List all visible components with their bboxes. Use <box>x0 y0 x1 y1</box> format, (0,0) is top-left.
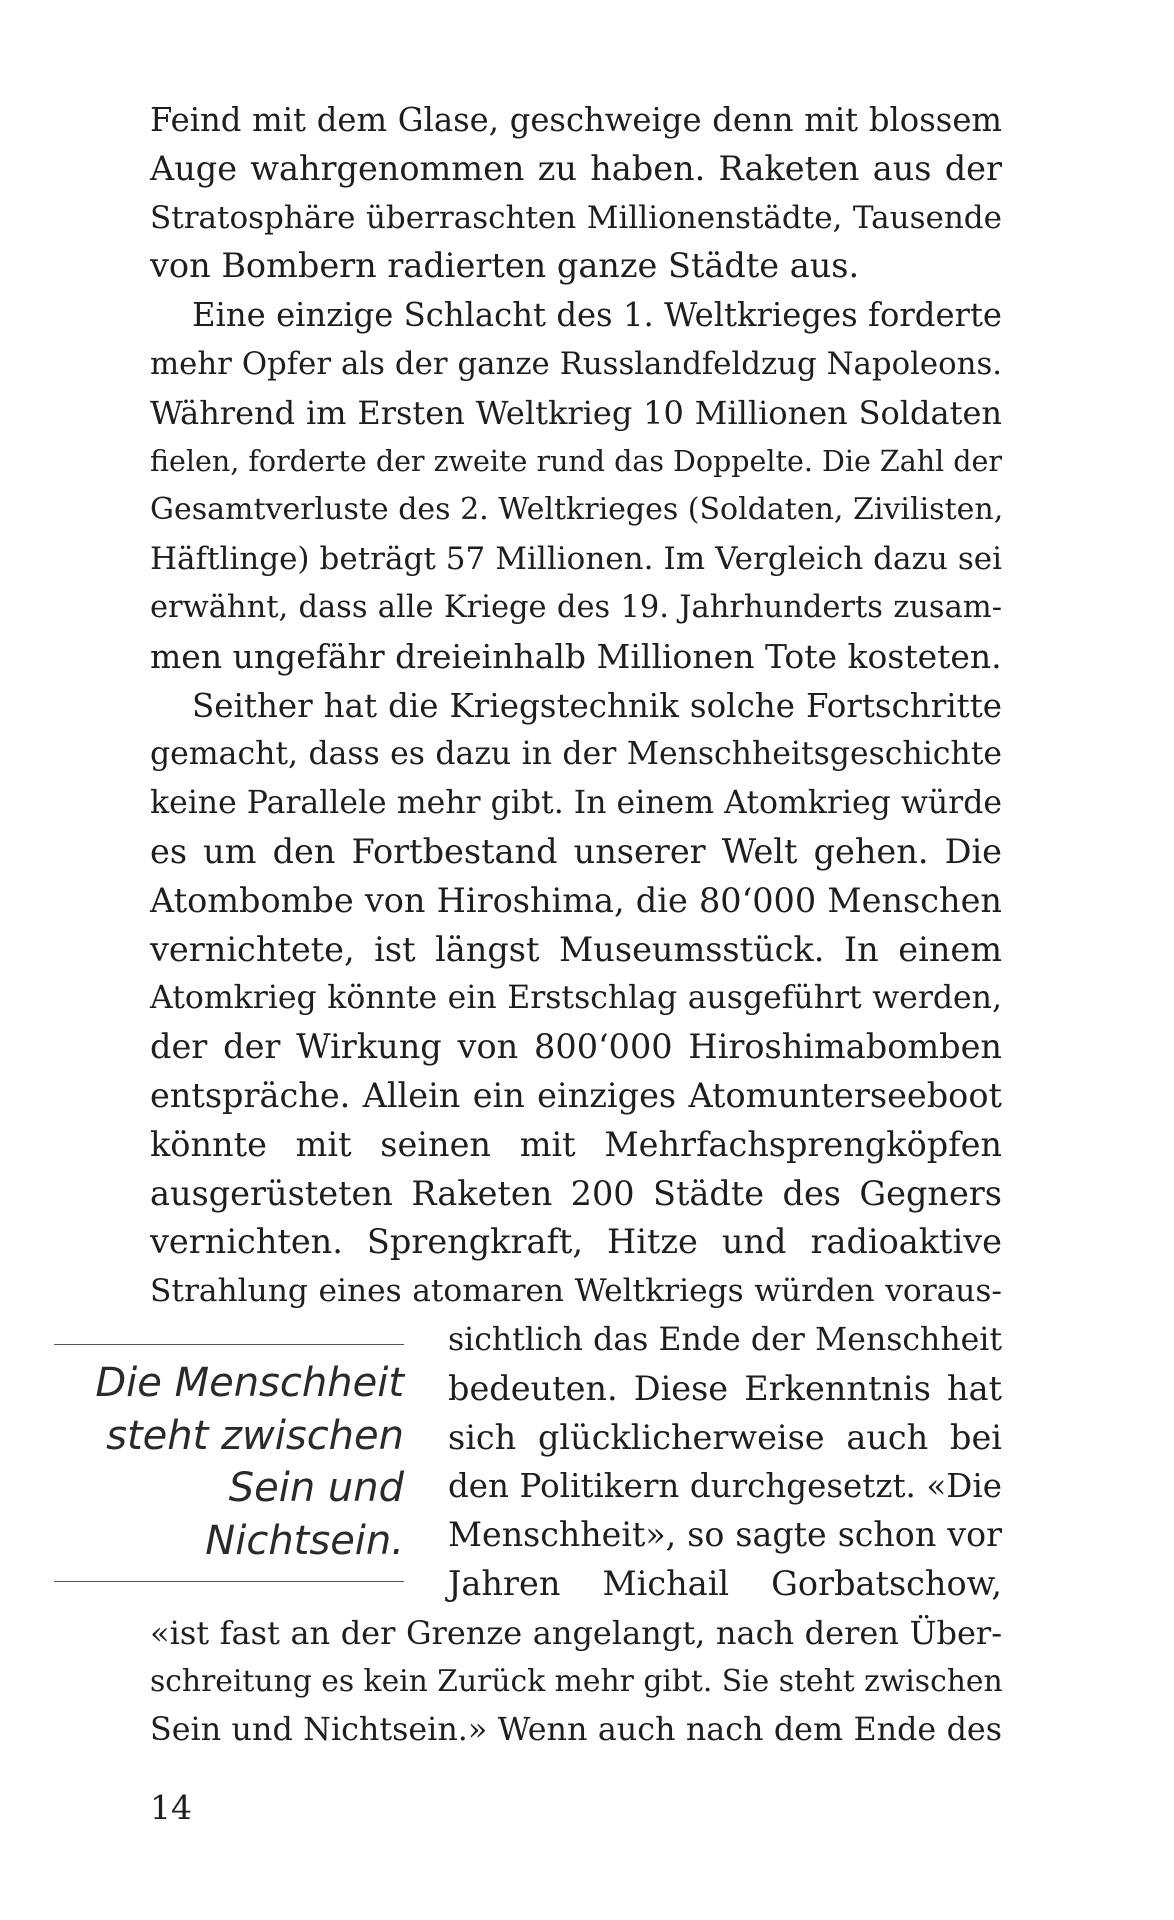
text-line: es um den Fortbestand unserer Welt gehen. Die <box>150 831 1002 871</box>
pull-quote-line: steht zwischen <box>106 1412 404 1459</box>
text-line: mehr Opfer als der ganze Russlandfeldzug Napoleons. <box>150 345 1002 382</box>
pull-quote-text <box>54 1345 404 1581</box>
text-line: Atombombe von Hiroshima, die 80‘000 Menschen <box>150 880 1002 920</box>
pull-quote-line: Die Menschheit <box>95 1360 404 1406</box>
text-line: entspräche. Allein ein einziges Atomunterseeboot <box>150 1075 1002 1115</box>
text-line: der der Wirkung von 800‘000 Hiroshimabomben <box>150 1027 1002 1067</box>
text-line: sichtlich das Ende der Menschheit <box>448 1321 1002 1358</box>
text-line: von Bombern radierten ganze Städte aus. <box>150 246 860 286</box>
page-number: 14 <box>150 1788 192 1827</box>
text-line: vernichten. Sprengkraft, Hitze und radioaktive <box>150 1222 1002 1262</box>
text-line: Sein und Nichtsein.» Wenn auch nach dem Ende des <box>150 1712 1002 1749</box>
text-line: vernichtete, ist längst Museumsstück. In einem <box>150 929 1002 969</box>
text-line: erwähnt, dass alle Kriege des 19. Jahrhunderts zusam- <box>150 589 1002 625</box>
text-line: Auge wahrgenommen zu haben. Raketen aus der <box>150 148 1002 188</box>
text-line: sich glücklicherweise auch bei <box>448 1417 1002 1457</box>
text-line: Eine einzige Schlacht des 1. Weltkrieges forderte <box>192 296 1002 335</box>
text-line: men ungefähr dreieinhalb Millionen Tote kosteten. <box>150 636 1002 676</box>
text-line: schreitung es kein Zurück mehr gibt. Sie steht zwischen <box>150 1663 1003 1699</box>
text-line: Während im Ersten Weltkrieg 10 Millionen Soldaten <box>150 393 1002 432</box>
text-line: den Politikern durchgesetzt. «Die <box>448 1467 1002 1506</box>
text-line: Feind mit dem Glase, geschweige denn mit blossem <box>150 101 1002 139</box>
text-line: gemacht, dass es dazu in der Menschheitsgeschichte <box>150 736 1002 773</box>
text-line: Menschheit», so sagte schon vor <box>448 1515 1002 1555</box>
text-line: Strahlung eines atomaren Weltkriegs würden voraus- <box>150 1273 1002 1310</box>
text-line: keine Parallele mehr gibt. In einem Atomkrieg würde <box>150 785 1002 822</box>
text-line: Jahren Michail Gorbatschow, <box>448 1563 1002 1603</box>
text-line: ausgerüsteten Raketen 200 Städte des Gegners <box>150 1173 1002 1213</box>
pull-quote-bottom-rule <box>54 1581 404 1582</box>
pull-quote <box>54 1344 404 1582</box>
text-line: Stratosphäre überraschten Millionenstädte, Tausende <box>150 199 1002 236</box>
text-line: Seither hat die Kriegstechnik solche Fortschritte <box>192 686 1002 725</box>
pull-quote-line: Nichtsein. <box>205 1517 404 1564</box>
text-line: Häftlinge) beträgt 57 Millionen. Im Vergleich dazu sei <box>150 541 1002 578</box>
pull-quote-line: Sein und <box>228 1465 404 1511</box>
text-line: bedeuten. Diese Erkenntnis hat <box>448 1368 1002 1408</box>
text-line: fielen, forderte der zweite rund das Doppelte. Die Zahl der <box>150 444 1002 478</box>
text-line: könnte mit seinen mit Mehrfachsprengköpfen <box>150 1124 1002 1164</box>
text-line: «ist fast an der Grenze angelangt, nach deren Über- <box>150 1613 1002 1652</box>
text-line: Atomkrieg könnte ein Erstschlag ausgeführt werden, <box>150 980 1002 1017</box>
text-line: Gesamtverluste des 2. Weltkrieges (Soldaten, Zivilisten, <box>150 492 1004 528</box>
